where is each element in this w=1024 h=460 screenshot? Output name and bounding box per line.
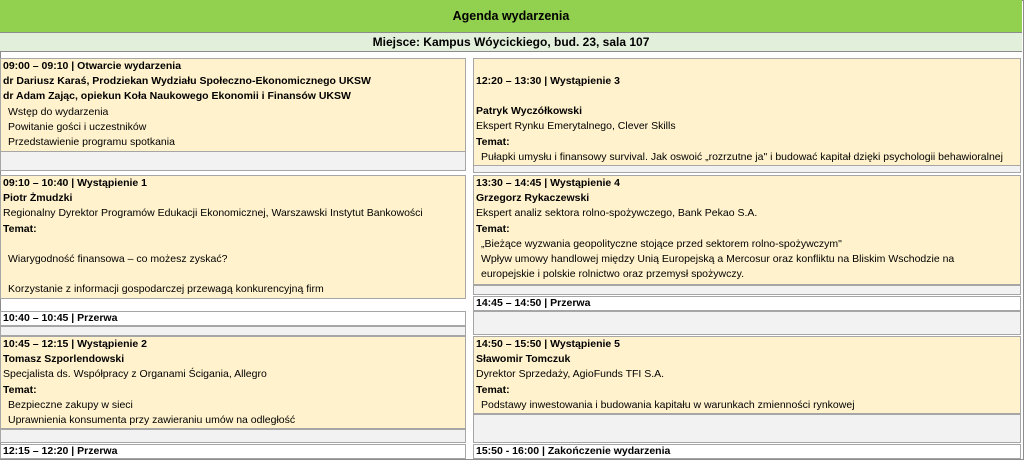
- talk-2-topic-2: Uprawnienia konsumenta przy zawieraniu umów na odległość: [8, 413, 296, 426]
- venue-bar: [0, 33, 1022, 52]
- talk-2-block: [0, 336, 466, 429]
- talk-5-role: Dyrektor Sprzedaży, AgioFunds TFI S.A.: [476, 368, 665, 381]
- talk-4-time: 13:30 – 14:45 | Wystąpienie 4: [476, 177, 620, 189]
- talk-4-topic-1: „Bieżące wyzwania geopolityczne stojące przed sektorem rolno-spożywczym": [481, 237, 842, 250]
- opening-item-2: Powitanie gości i uczestników: [8, 120, 147, 133]
- talk-4-topic-2: Wpływ umowy handlowej między Unią Europejską a Mercosur oraz konfliktu na Bliskim Wschodzie na: [481, 252, 955, 265]
- talk-4-block: [473, 175, 1021, 285]
- talk-1-speaker: Piotr Żmudzki: [3, 192, 73, 205]
- spacer-row: [473, 285, 1021, 295]
- opening-block: [0, 58, 466, 152]
- talk-5-time: 14:50 – 15:50 | Wystąpienie 5: [476, 338, 620, 350]
- opening-host-2: dr Adam Zając, opiekun Koła Naukowego Ekonomii i Finansów UKSW: [3, 90, 351, 103]
- talk-2-topic-1: Bezpieczne zakupy w sieci: [8, 398, 133, 411]
- spacer-row: [0, 429, 466, 443]
- talk-2-topic-label: Temat:: [3, 383, 37, 396]
- agenda-title: [0, 0, 1022, 33]
- talk-3-topic-label: Temat:: [476, 135, 510, 148]
- talk-1-time: 09:10 – 10:40 | Wystąpienie 1: [3, 177, 147, 189]
- spacer-row: [473, 165, 1021, 173]
- talk-1-topic-2: Korzystanie z informacji gospodarczej przewagą konkurencyjną firm: [8, 282, 324, 295]
- spacer-row: [0, 151, 466, 171]
- break-2: 12:15 – 12:20 | Przerwa: [0, 444, 466, 459]
- opening-item-3: Przedstawienie programu spotkania: [8, 135, 175, 148]
- talk-4-topic-label: Temat:: [476, 222, 510, 235]
- spacer-row: [473, 311, 1021, 335]
- talk-5-topic-label: Temat:: [476, 383, 510, 396]
- spacer-row: [0, 326, 466, 336]
- talk-1-role: Regionalny Dyrektor Programów Edukacji Ekonomicznej, Warszawski Instytut Bankowości: [3, 207, 423, 220]
- opening-item-1: Wstęp do wydarzenia: [8, 105, 109, 118]
- talk-4-speaker: Grzegorz Rykaczewski: [476, 192, 590, 205]
- talk-5-speaker: Sławomir Tomczuk: [476, 353, 571, 366]
- talk-5-block: [473, 336, 1021, 414]
- break-1: 10:40 – 10:45 | Przerwa: [0, 311, 466, 326]
- spacer-row: [473, 414, 1021, 443]
- agenda-title-text: Agenda wydarzenia: [452, 9, 570, 23]
- talk-2-role: Specjalista ds. Współpracy z Organami Ścigania, Allegro: [3, 368, 267, 381]
- talk-3-topic-1: Pułapki umysłu i finansowy survival. Jak oswoić „rozrzutne ja" i budować kapitał dzięki psychologii behawioralnej: [481, 150, 1003, 163]
- break-3: 14:45 – 14:50 | Przerwa: [473, 296, 1021, 311]
- talk-4-role: Ekspert analiz sektora rolno-spożywczego, Bank Pekao S.A.: [476, 207, 758, 220]
- talk-3-speaker: Patryk Wyczółkowski: [476, 105, 583, 118]
- talk-2-time: 10:45 – 12:15 | Wystąpienie 2: [3, 338, 147, 350]
- opening-time: 09:00 – 09:10 | Otwarcie wydarzenia: [3, 60, 182, 72]
- talk-3-time: 12:20 – 13:30 | Wystąpienie 3: [476, 75, 620, 87]
- talk-3-block: [473, 58, 1021, 166]
- talk-1-topic-1: Wiarygodność finansowa – co możesz zyskać?: [8, 252, 228, 265]
- closing: 15:50 - 16:00 | Zakończenie wydarzenia: [473, 444, 1021, 459]
- talk-5-topic-1: Podstawy inwestowania i budowania kapitału w warunkach zmienności rynkowej: [481, 398, 855, 411]
- talk-2-speaker: Tomasz Szporlendowski: [3, 353, 125, 366]
- talk-3-role: Ekspert Rynku Emerytalnego, Clever Skills: [476, 120, 676, 133]
- talk-1-block: [0, 175, 466, 299]
- talk-1-topic-label: Temat:: [3, 222, 37, 235]
- opening-host-1: dr Dariusz Karaś, Prodziekan Wydziału Społeczno-Ekonomicznego UKSW: [3, 75, 371, 88]
- talk-4-topic-3: europejskie i polskie rolnictwo oraz przemysł spożywczy.: [481, 268, 744, 281]
- venue-text: Miejsce: Kampus Wóycickiego, bud. 23, sala 107: [372, 35, 650, 49]
